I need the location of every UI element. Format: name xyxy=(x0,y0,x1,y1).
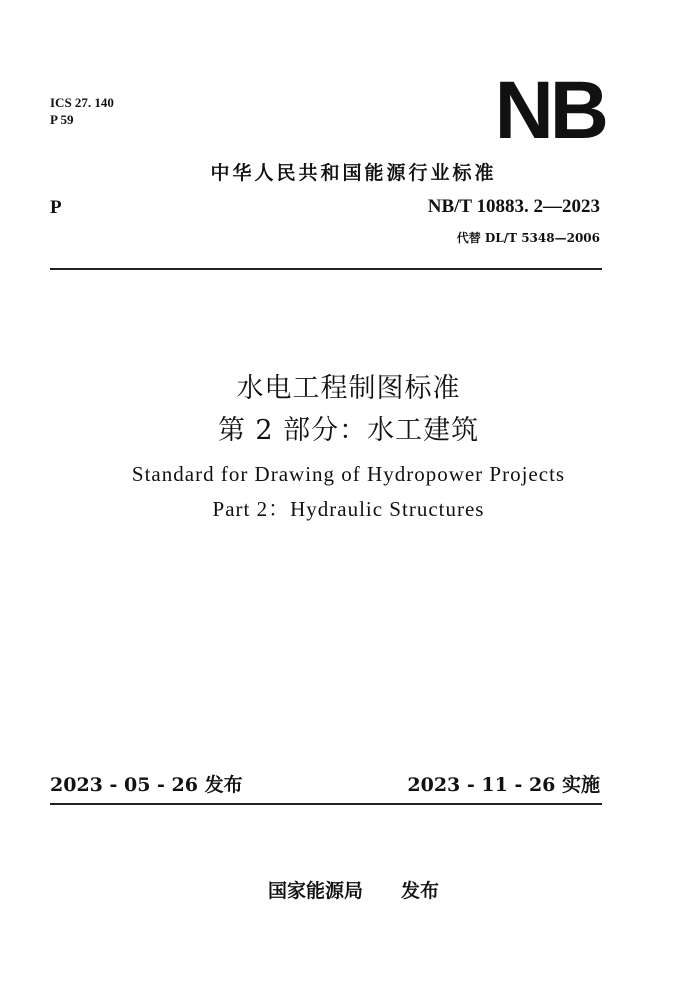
implementation-date: 2023 - 11 - 26 实施 xyxy=(407,774,600,796)
header-divider xyxy=(50,268,602,270)
classification-codes xyxy=(50,94,114,128)
standard-number: NB/T 10883. 2—2023 xyxy=(427,196,600,217)
title-en-line2: Part 2：Hydraulic Structures xyxy=(212,497,485,521)
ics-code: ICS 27. 140 xyxy=(50,95,114,110)
issuer-action: 发布 xyxy=(401,880,440,902)
issue-date: 2023 - 05 - 26 发布 xyxy=(50,774,243,796)
replaces-note: 代替 DL/T 5348—2006 xyxy=(456,231,600,245)
nb-logo: NB xyxy=(494,65,605,156)
title-cn-line1: 水电工程制图标准 xyxy=(236,373,461,404)
footer-divider xyxy=(50,803,602,805)
organization-title: 中华人民共和国能源行业标准 xyxy=(210,162,497,184)
category-code: P xyxy=(50,197,62,218)
title-en-line1: Standard for Drawing of Hydropower Projects xyxy=(131,462,566,486)
ccs-code: P 59 xyxy=(50,112,74,127)
issuer-name: 国家能源局 xyxy=(267,880,363,902)
issuer xyxy=(0,876,697,903)
title-cn-line2: 第 2 部分：水工建筑 xyxy=(217,415,480,446)
